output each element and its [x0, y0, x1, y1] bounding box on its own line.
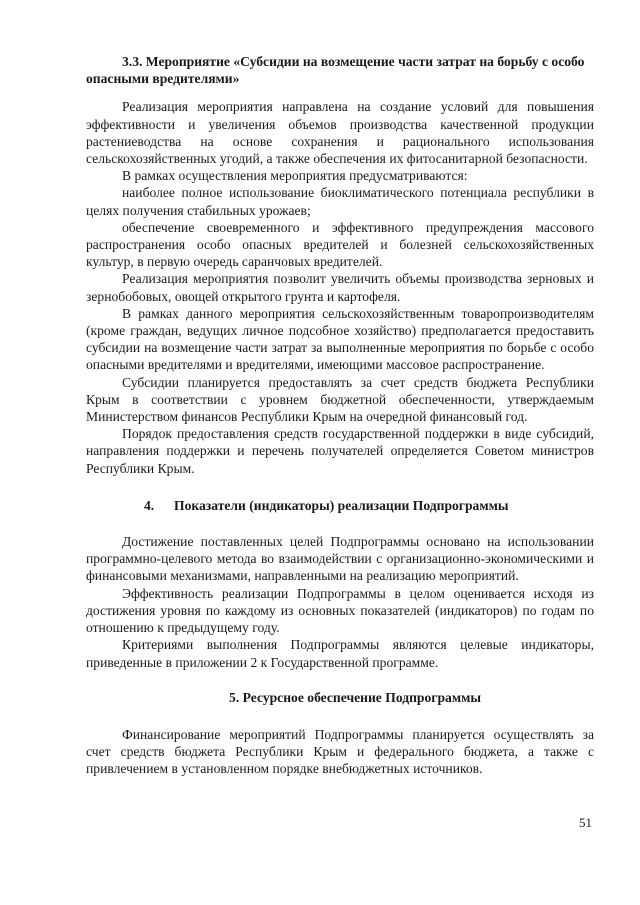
section-4-body [86, 533, 594, 671]
section-4-number: 4. [144, 497, 155, 513]
paragraph: В рамках осуществления мероприятия предусматриваются: [122, 168, 468, 184]
paragraph: Субсидии планируется предоставлять за счет средств бюджета Республики Крым в соответствии с уровнем бюджетной обеспеченности, утверждаемым Министерством финансов Республики Крым на очередной финансовый год. [86, 374, 594, 425]
paragraph: Достижение поставленных целей Подпрограммы основано на использовании программно-целевого метода во взаимодействии с организационно-экономическими и финансовыми механизмами, направленными на реализацию мероприятий. [86, 534, 594, 584]
section-3-3-heading: 3.3. Мероприятие «Субсидии на возмещение части затрат на борьбу с особо опасными вредителями» [86, 54, 585, 87]
section-3-3-body [86, 98, 594, 476]
document-page [86, 53, 594, 778]
section-5-body [86, 726, 594, 778]
paragraph: Реализация мероприятия направлена на создание условий для повышения эффективности и увеличения объемов производства качественной продукции растениеводства на основе сохранения и рационального использования сельскохозяйственных угодий, а также обеспечения их фитосанитарной безопасности. [86, 99, 594, 167]
paragraph: Реализация мероприятия позволит увеличить объемы производства зерновых и зернобобовых, овощей открытого грунта и картофеля. [86, 271, 594, 304]
section-4-heading [86, 497, 594, 514]
paragraph: обеспечение своевременного и эффективного предупреждения массового распространения особо опасных вредителей и болезней сельскохозяйственных культур, в первую очередь саранчовых вредителей. [86, 219, 594, 270]
paragraph: наиболее полное использование биоклиматического потенциала республики в целях получения стабильных урожаев; [86, 185, 594, 218]
paragraph: Финансирование мероприятий Подпрограммы планируется осуществлять за счет средств бюджета Республики Крым и федерального бюджета, а также с привлечением в установленном порядке внебюджетных источников. [86, 726, 594, 777]
paragraph: Порядок предоставления средств государственной поддержки в виде субсидий, направления поддержки и перечень получателей определяется Советом министров Республики Крым. [86, 426, 594, 476]
paragraph: В рамках данного мероприятия сельскохозяйственным товаропроизводителям (кроме граждан, ведущих личное подсобное хозяйство) предполагается предоставить субсидии на возмещение части затрат за выполненные мероприятия по борьбе с особо опасными вредителями и вредителями, имеющими массовое распространение. [86, 305, 594, 373]
paragraph: Критериями выполнения Подпрограммы являются целевые индикаторы, приведенные в приложении 2 к Государственной программе. [86, 637, 594, 670]
paragraph: Эффективность реализации Подпрограммы в целом оценивается исходя из достижения уровня по каждому из основных показателей (индикаторов) по годам по отношению к предыдущему году. [86, 585, 594, 636]
section-5-heading: 5. Ресурсное обеспечение Подпрограммы [229, 689, 481, 705]
section-4-title: Показатели (индикаторы) реализации Подпрограммы [174, 497, 509, 513]
page-number: 51 [579, 815, 592, 830]
